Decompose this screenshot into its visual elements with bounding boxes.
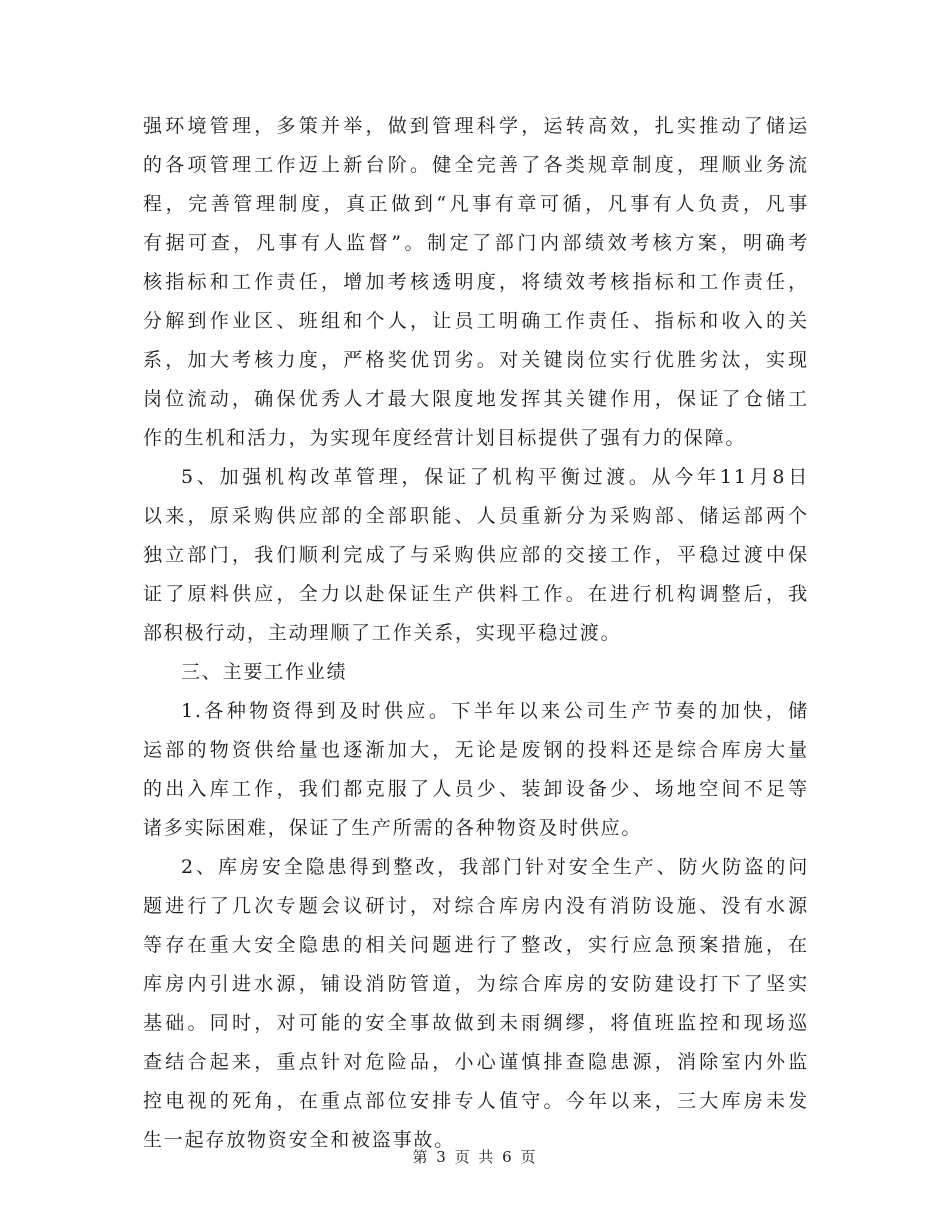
paragraph-first-line: 5、加强机构改革管理，保证了机构平衡过渡。从今年11月8日 <box>181 466 809 488</box>
paragraph-end-line: 作的生机和活力，为实现年度经营计划目标提供了强有力的保障。 <box>143 427 747 449</box>
text-line: 的各项管理工作迈上新台阶。健全完善了各类规章制度，理顺业务流 <box>143 154 809 176</box>
text-line: 程，完善管理制度，真正做到“凡事有章可循，凡事有人负责，凡事 <box>143 193 809 215</box>
text-line: 系，加大考核力度，严格奖优罚劣。对关键岗位实行优胜劣汰，实现 <box>143 349 809 371</box>
text-line: 核指标和工作责任，增加考核透明度，将绩效考核指标和工作责任， <box>143 271 809 293</box>
page-number-footer: 第 3 页 共 6 页 <box>412 1148 538 1166</box>
paragraph-end-line: 部积极行动，主动理顺了工作关系，实现平稳过渡。 <box>143 622 622 644</box>
text-line: 查结合起来，重点针对危险品，小心谨慎排查隐患源，消除室内外监 <box>143 1051 809 1073</box>
text-line: 强环境管理，多策并举，做到管理科学，运转高效，扎实推动了储运 <box>143 115 809 137</box>
text-line: 库房内引进水源，铺设消防管道，为综合库房的安防建设打下了坚实 <box>143 973 809 995</box>
section-heading: 三、主要工作业绩 <box>181 661 348 683</box>
text-line: 题进行了几次专题会议研讨，对综合库房内没有消防设施、没有水源 <box>143 895 809 917</box>
text-line: 证了原料供应，全力以赴保证生产供料工作。在进行机构调整后，我 <box>143 583 809 605</box>
body-text <box>143 107 809 1160</box>
paragraph-end-line: 生一起存放物资安全和被盗事故。 <box>143 1129 456 1151</box>
text-line: 等存在重大安全隐患的相关问题进行了整改，实行应急预案措施，在 <box>143 934 809 956</box>
text-line: 的出入库工作，我们都克服了人员少、装卸设备少、场地空间不足等 <box>143 778 809 800</box>
text-line: 分解到作业区、班组和个人，让员工明确工作责任、指标和收入的关 <box>143 310 809 332</box>
text-line: 运部的物资供给量也逐渐加大，无论是废钢的投料还是综合库房大量 <box>143 739 809 761</box>
paragraph-first-line: 2、库房安全隐患得到整改，我部门针对安全生产、防火防盗的问 <box>181 856 809 878</box>
paragraph-end-line: 诸多实际困难，保证了生产所需的各种物资及时供应。 <box>143 817 643 839</box>
paragraph-first-line: 1.各种物资得到及时供应。下半年以来公司生产节奏的加快，储 <box>181 700 809 722</box>
text-line: 控电视的死角，在重点部位安排专人值守。今年以来，三大库房未发 <box>143 1090 809 1112</box>
text-line: 有据可查，凡事有人监督”。制定了部门内部绩效考核方案，明确考 <box>143 232 809 254</box>
text-line: 岗位流动，确保优秀人才最大限度地发挥其关键作用，保证了仓储工 <box>143 388 809 410</box>
text-line: 基础。同时，对可能的安全事故做到未雨绸缪，将值班监控和现场巡 <box>143 1012 809 1034</box>
text-line: 以来，原采购供应部的全部职能、人员重新分为采购部、储运部两个 <box>143 505 809 527</box>
text-line: 独立部门，我们顺利完成了与采购供应部的交接工作，平稳过渡中保 <box>143 544 809 566</box>
